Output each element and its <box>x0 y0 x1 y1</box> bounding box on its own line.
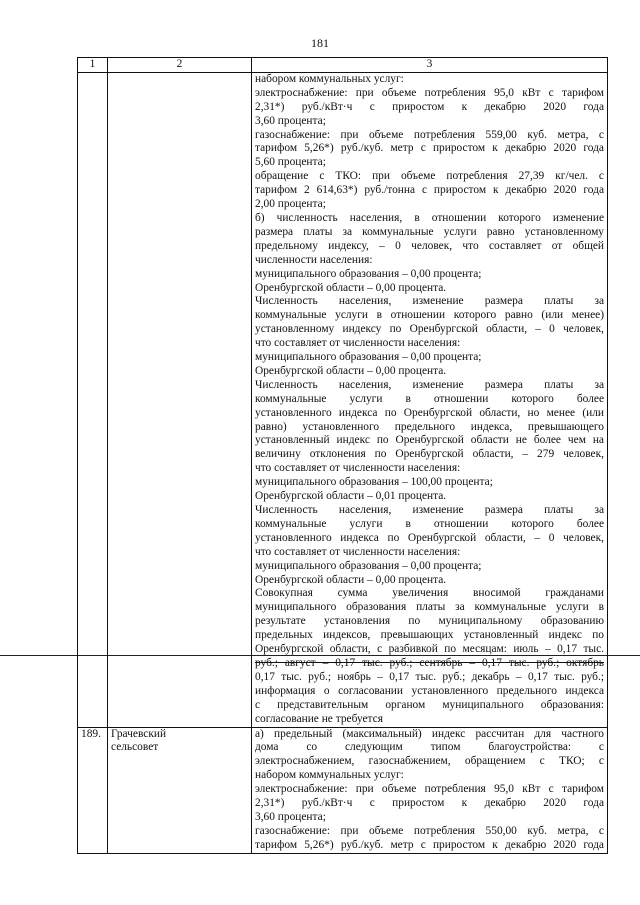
text-line: электроснабжение: при объеме потребления 95,0 кВт с тарифом <box>255 783 604 796</box>
text-line: равно) установленного предельного индекса, превышающего <box>255 420 604 433</box>
text-line: предельному индексу, – 0 человек, что составляет от общей <box>255 239 604 252</box>
text-line: численности населения: <box>255 253 373 266</box>
row-number-cell: 189. <box>78 727 108 853</box>
text-line: Численность населения, изменение размера платы за <box>255 378 604 391</box>
text-line: тарифом 5,26*) руб./куб. метр с приростом к декабрю 2020 года <box>255 142 604 155</box>
text-line: 5,60 процента; <box>255 156 326 169</box>
row-name-cell <box>108 72 252 727</box>
text-line: руб.; август – 0,17 тыс. руб.; сентябрь – 0,17 тыс. руб.; октябрь <box>255 656 604 669</box>
text-line: 2,31*) руб./кВт·ч с приростом к декабрю 2020 года <box>255 797 604 810</box>
text-line: 2,31*) руб./кВт·ч с приростом к декабрю 2020 года <box>255 100 604 113</box>
row-text-cell <box>252 72 608 727</box>
text-line: муниципального образования платы за коммунальные услуги в <box>255 601 604 614</box>
data-table <box>77 57 608 854</box>
text-line: муниципального образования – 0,00 процента; <box>255 267 482 280</box>
text-line: газоснабжение: при объеме потребления 550,00 куб. метра, с <box>255 824 604 837</box>
row-number-cell <box>78 72 108 727</box>
text-line: результате установления по муниципальному образованию <box>255 615 604 628</box>
text-line: набором коммунальных услуг: <box>255 769 404 782</box>
table-row-189 <box>78 727 608 853</box>
text-line: установленный индекс по Оренбургской области не более чем на <box>255 434 604 447</box>
text-line: б) численность населения, в отношении которого изменение <box>255 211 604 224</box>
text-line: Оренбургской области – 0,00 процента. <box>255 573 447 586</box>
text-line: газоснабжение: при объеме потребления 559,00 куб. метра, с <box>255 128 604 141</box>
text-line: с представительным органом муниципального образования: <box>255 698 604 711</box>
text-line: тарифом 2 614,63*) руб./тонна с приростом к декабрю 2020 года <box>255 184 604 197</box>
text-line: дома со следующим типом благоустройства: с <box>255 741 604 754</box>
text-line: Оренбургской области – 0,01 процента. <box>255 490 447 503</box>
text-line: предельных индексов, превышающих установленный индекс по <box>255 629 604 642</box>
text-line: 2,00 процента; <box>255 198 326 211</box>
row-name-cell <box>108 727 252 853</box>
text-line: 3,60 процента; <box>255 114 326 127</box>
text-line: размера платы за коммунальные услуги равно установленному <box>255 225 604 238</box>
text-line: коммунальные услуги в отношении которого более <box>255 392 604 405</box>
text-line: муниципального образования – 100,00 процента; <box>255 476 493 489</box>
table-row-continued <box>78 72 608 727</box>
text-line: электроснабжение: при объеме потребления 95,0 кВт с тарифом <box>255 86 604 99</box>
table-header-row <box>78 58 608 73</box>
text-line: что составляет от численности населения: <box>255 337 461 350</box>
text-line: Численность населения, изменение размера платы за <box>255 504 604 516</box>
text-line: 0,17 тыс. руб.; ноябрь – 0,17 тыс. руб.; декабрь – 0,17 тыс. руб.; <box>255 670 604 683</box>
text-line: а) предельный (максимальный) индекс рассчитан для частного <box>255 727 604 740</box>
text-line: информация о согласовании установленного предельного индекса <box>255 684 604 697</box>
row-text-cell <box>252 727 608 853</box>
text-line: Численность населения, изменение размера платы за <box>255 295 604 308</box>
text-line: Совокупная сумма увеличения вносимой гражданами <box>255 587 604 600</box>
page-number: 181 <box>311 36 329 50</box>
text-line: тарифом 5,26*) руб./куб. метр с приростом к декабрю 2020 года <box>255 838 604 851</box>
text-line: что составляет от численности населения: <box>255 545 461 558</box>
header-cell-1: 1 <box>78 58 108 73</box>
text-line: Оренбургской области – 0,00 процента. <box>255 281 447 294</box>
text-line: что составляет от численности населения: <box>255 462 461 475</box>
row-name-line: Грачевский <box>111 727 167 740</box>
text-line: установленного индекса по Оренбургской области, но менее (или <box>255 406 604 419</box>
text-line: коммунальные услуги в отношении которого более <box>255 517 604 530</box>
text-line: муниципального образования – 0,00 процента; <box>255 351 482 364</box>
text-line: 3,60 процента; <box>255 810 326 823</box>
row-name-line: сельсовет <box>111 741 159 754</box>
text-line: Оренбургской области, с разбивкой по месяцам: июль – 0,17 тыс. <box>255 643 604 656</box>
text-line: согласование не требуется <box>255 712 383 725</box>
header-cell-3: 3 <box>252 58 608 73</box>
text-line: коммунальные услуги в отношении которого равно (или менее) <box>255 309 604 322</box>
text-line: электроснабжением, газоснабжением, обращением с ТКО; с <box>255 755 604 768</box>
text-line: набором коммунальных услуг: <box>255 72 404 85</box>
text-line: установленного индекса по Оренбургской области, – 0 человек, <box>255 531 604 544</box>
text-line: обращение с ТКО: при объеме потребления 27,39 кг/чел. с <box>255 170 604 183</box>
text-line: муниципального образования – 0,00 процента; <box>255 559 482 572</box>
header-cell-2: 2 <box>108 58 252 73</box>
text-line: Оренбургской области – 0,00 процента. <box>255 364 447 377</box>
text-line: установленному индексу по Оренбургской области, – 0 человек, <box>255 323 604 336</box>
text-line: величину отклонения по Оренбургской области, – 279 человек, <box>255 448 604 461</box>
